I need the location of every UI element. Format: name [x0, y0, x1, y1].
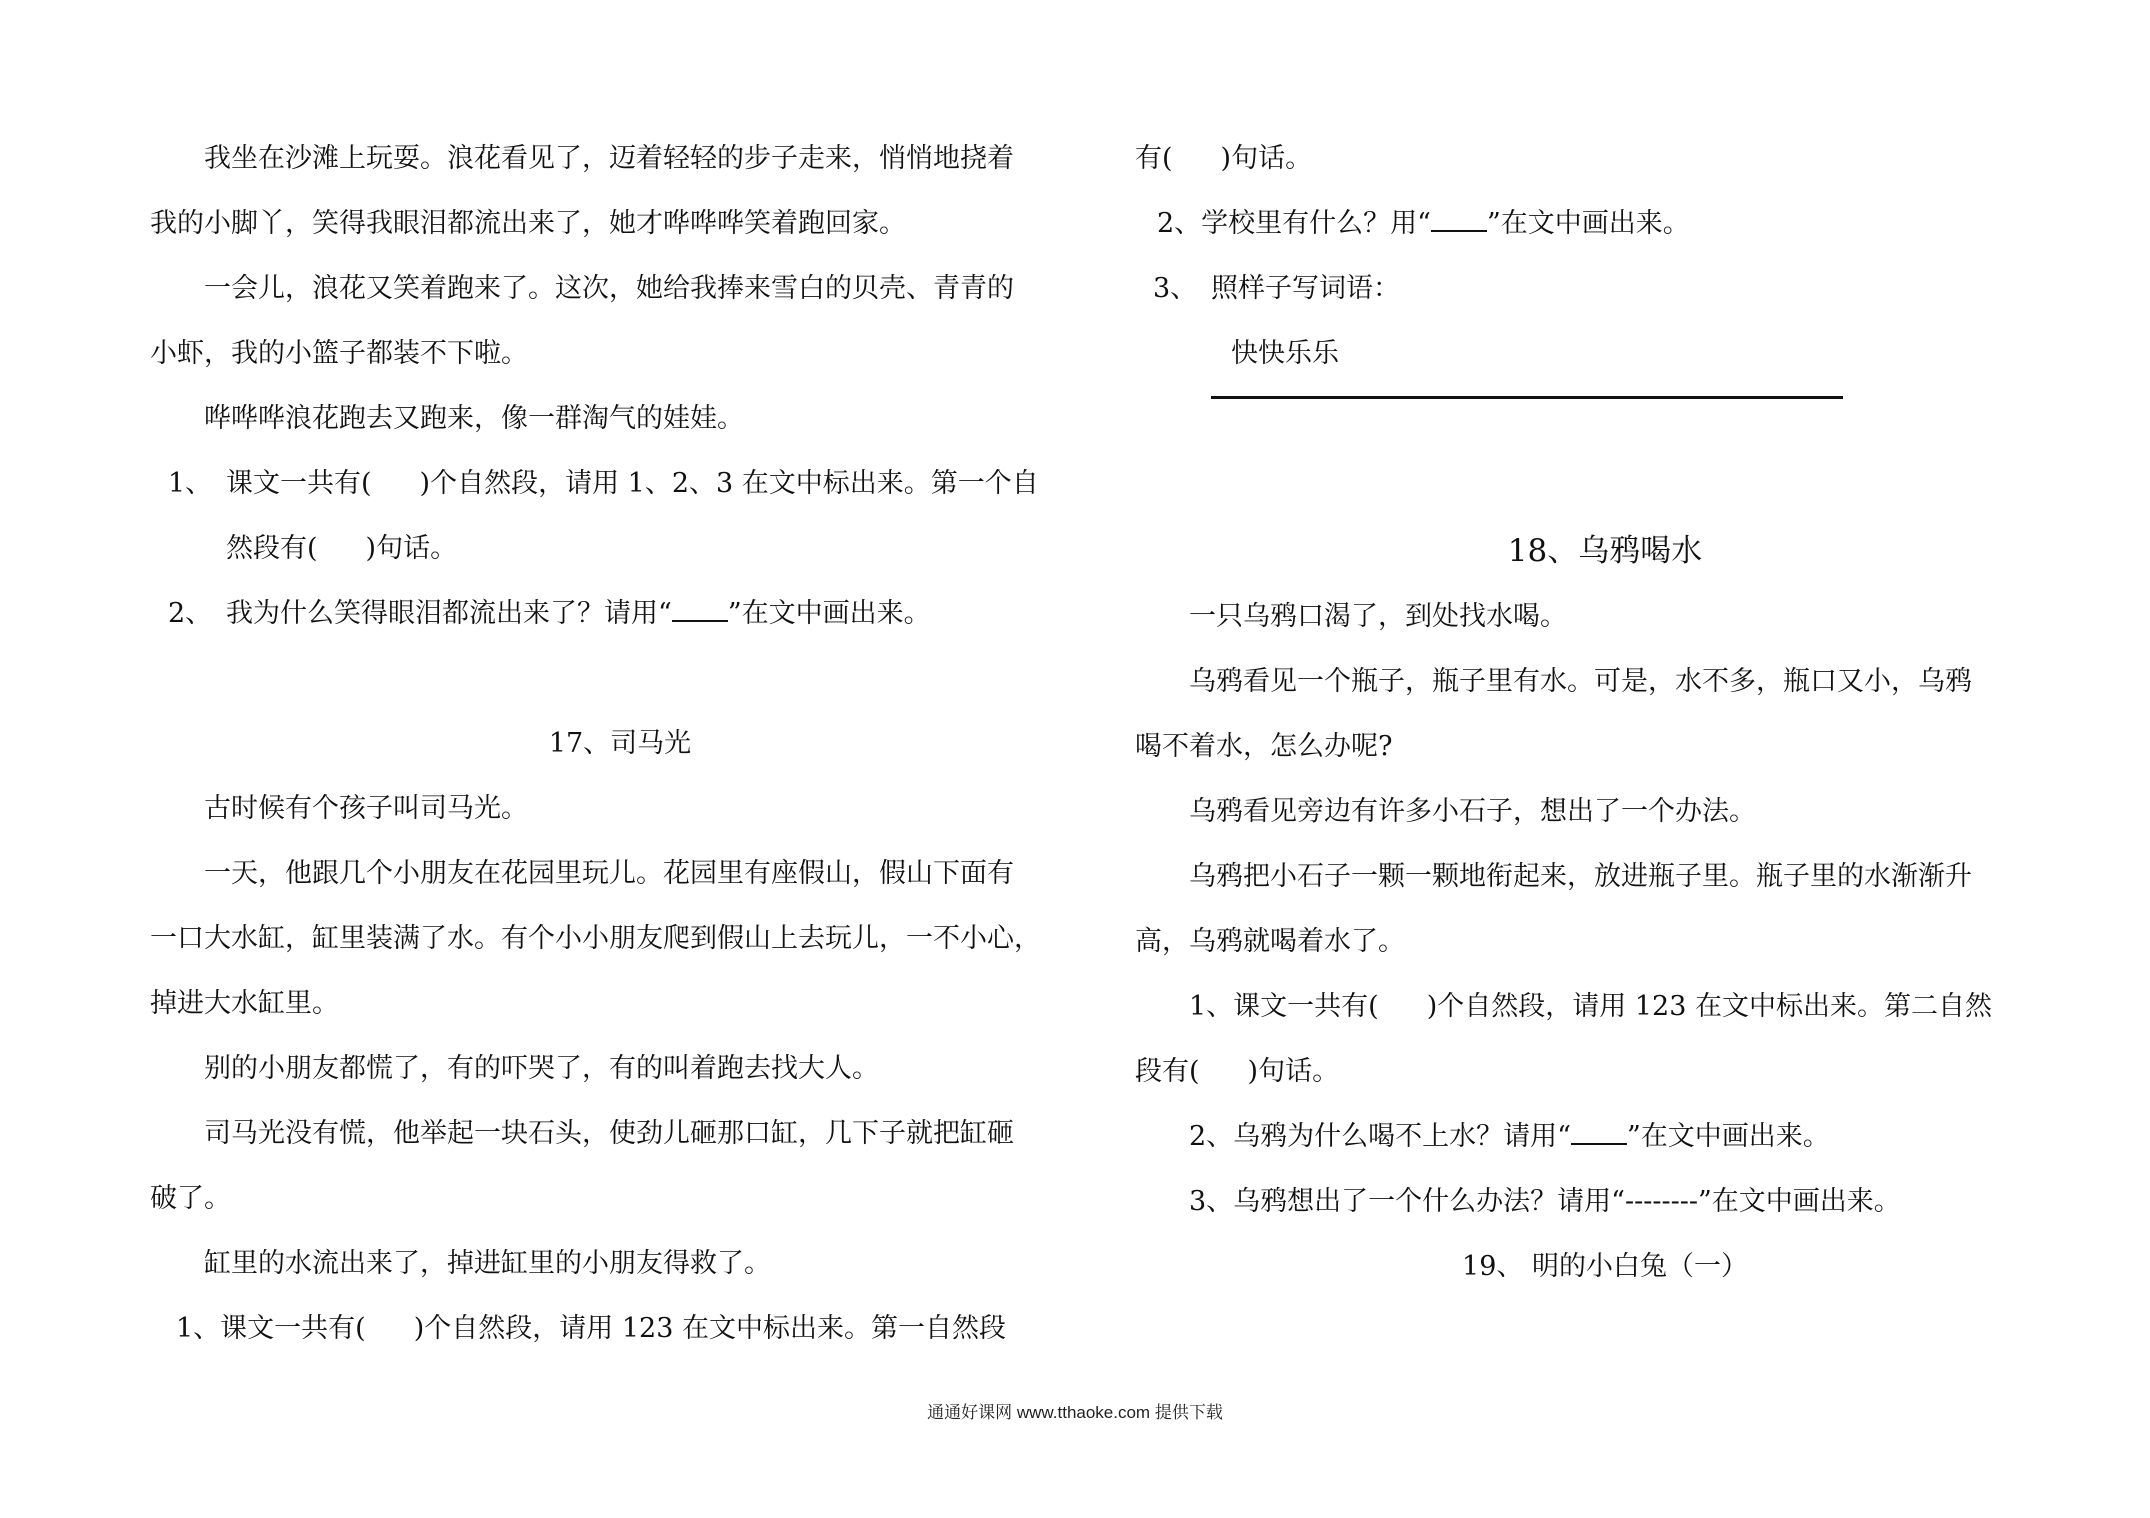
question-text: 照样子写词语： — [1211, 273, 1400, 304]
question-text: )个自然段，请用 123 在文中标出来。第一自然段 — [413, 1313, 1006, 1344]
text-line: 一天，他跟几个小朋友在花园里玩儿。花园里有座假山，假山下面有 — [204, 858, 1014, 889]
spacer — [150, 646, 1090, 711]
question-line — [1135, 1039, 2075, 1104]
text-line: 乌鸦把小石子一颗一颗地衔起来，放进瓶子里。瓶子里的水渐渐升 — [1189, 861, 1972, 892]
question-line: 3、乌鸦想出了一个什么办法？请用“--------”在文中画出来。 — [1189, 1186, 1901, 1217]
question-text: )句话。 — [1247, 1056, 1340, 1087]
question-text: )句话。 — [1220, 143, 1313, 174]
question-text: ”在文中画出来。 — [1486, 208, 1690, 239]
text-line: 我的小脚丫，笑得我眼泪都流出来了，她才哗哗哗笑着跑回家。 — [150, 208, 906, 239]
underline-mark — [1431, 202, 1487, 232]
spacer — [1135, 399, 2075, 519]
question-text: )句话。 — [365, 533, 458, 564]
underline-mark — [1571, 1115, 1627, 1145]
left-column — [150, 126, 1090, 1361]
question-number: 2、 — [168, 598, 213, 629]
question-text: 2、乌鸦为什么喝不上水？请用“ — [1189, 1121, 1571, 1152]
question-line — [150, 1296, 1090, 1361]
question-number: 1、 — [168, 468, 213, 499]
text-line: 一口大水缸，缸里装满了水。有个小小朋友爬到假山上去玩儿，一不小心， — [150, 923, 1041, 954]
question-text: )个自然段，请用 1、2、3 在文中标出来。第一个自 — [419, 468, 1039, 499]
lesson-title-18: 18、乌鸦喝水 — [1507, 533, 1703, 569]
text-line: 高，乌鸦就喝着水了。 — [1135, 926, 1405, 957]
text-line: 喝不着水，怎么办呢? — [1135, 731, 1393, 762]
text-line: 乌鸦看见旁边有许多小石子，想出了一个办法。 — [1189, 796, 1756, 827]
question-text: 然段有( — [226, 533, 318, 564]
question-1 — [150, 451, 1090, 581]
question-text: 1、课文一共有( — [176, 1313, 366, 1344]
question-text: ”在文中画出来。 — [727, 598, 931, 629]
answer-line[interactable] — [1211, 386, 1843, 399]
question-2 — [150, 581, 1090, 646]
text-line: 司马光没有慌，他举起一块石头，使劲儿砸那口缸，几下子就把缸砸 — [204, 1118, 1014, 1149]
question-number: 3、 — [1153, 273, 1198, 304]
text-line: 一会儿，浪花又笑着跑来了。这次，她给我捧来雪白的贝壳、青青的 — [204, 273, 1014, 304]
question-text: 课文一共有( — [226, 468, 372, 499]
right-column — [1135, 126, 2075, 1299]
question-line — [1135, 1104, 2075, 1169]
question-line — [1135, 974, 2075, 1039]
question-text: 段有( — [1135, 1056, 1200, 1087]
text-line: 缸里的水流出来了，掉进缸里的小朋友得救了。 — [204, 1248, 771, 1279]
question-line — [1135, 191, 2075, 256]
lesson-title-17: 17、司马光 — [548, 728, 692, 759]
example-word: 快快乐乐 — [1231, 338, 1339, 369]
question-line — [1135, 126, 2075, 191]
text-line: 掉进大水缸里。 — [150, 988, 339, 1019]
underline-mark — [672, 592, 728, 622]
text-line: 破了。 — [150, 1183, 231, 1214]
text-line: 古时候有个孩子叫司马光。 — [204, 793, 528, 824]
text-line: 哗哗哗浪花跑去又跑来，像一群淘气的娃娃。 — [204, 403, 744, 434]
question-text: 1、课文一共有( — [1189, 991, 1379, 1022]
text-line: 乌鸦看见一个瓶子，瓶子里有水。可是，水不多，瓶口又小，乌鸦 — [1189, 666, 1972, 697]
text-line: 一只乌鸦口渴了，到处找水喝。 — [1189, 601, 1567, 632]
question-text: 我为什么笑得眼泪都流出来了？请用“ — [226, 598, 672, 629]
question-text: ”在文中画出来。 — [1626, 1121, 1830, 1152]
text-line: 小虾，我的小篮子都装不下啦。 — [150, 338, 528, 369]
text-line: 我坐在沙滩上玩耍。浪花看见了，迈着轻轻的步子走来，悄悄地挠着 — [204, 143, 1014, 174]
question-text: 有( — [1135, 143, 1173, 174]
footer-source: 通通好课网 www.tthaoke.com 提供下载 — [927, 1403, 1223, 1422]
lesson-title-19: 19、 明的小白兔（一） — [1462, 1251, 1748, 1282]
question-text: 2、学校里有什么？用“ — [1157, 208, 1431, 239]
text-line: 别的小朋友都慌了，有的吓哭了，有的叫着跑去找大人。 — [204, 1053, 879, 1084]
question-3 — [1135, 256, 2075, 321]
question-text: )个自然段，请用 123 在文中标出来。第二自然 — [1426, 991, 1992, 1022]
